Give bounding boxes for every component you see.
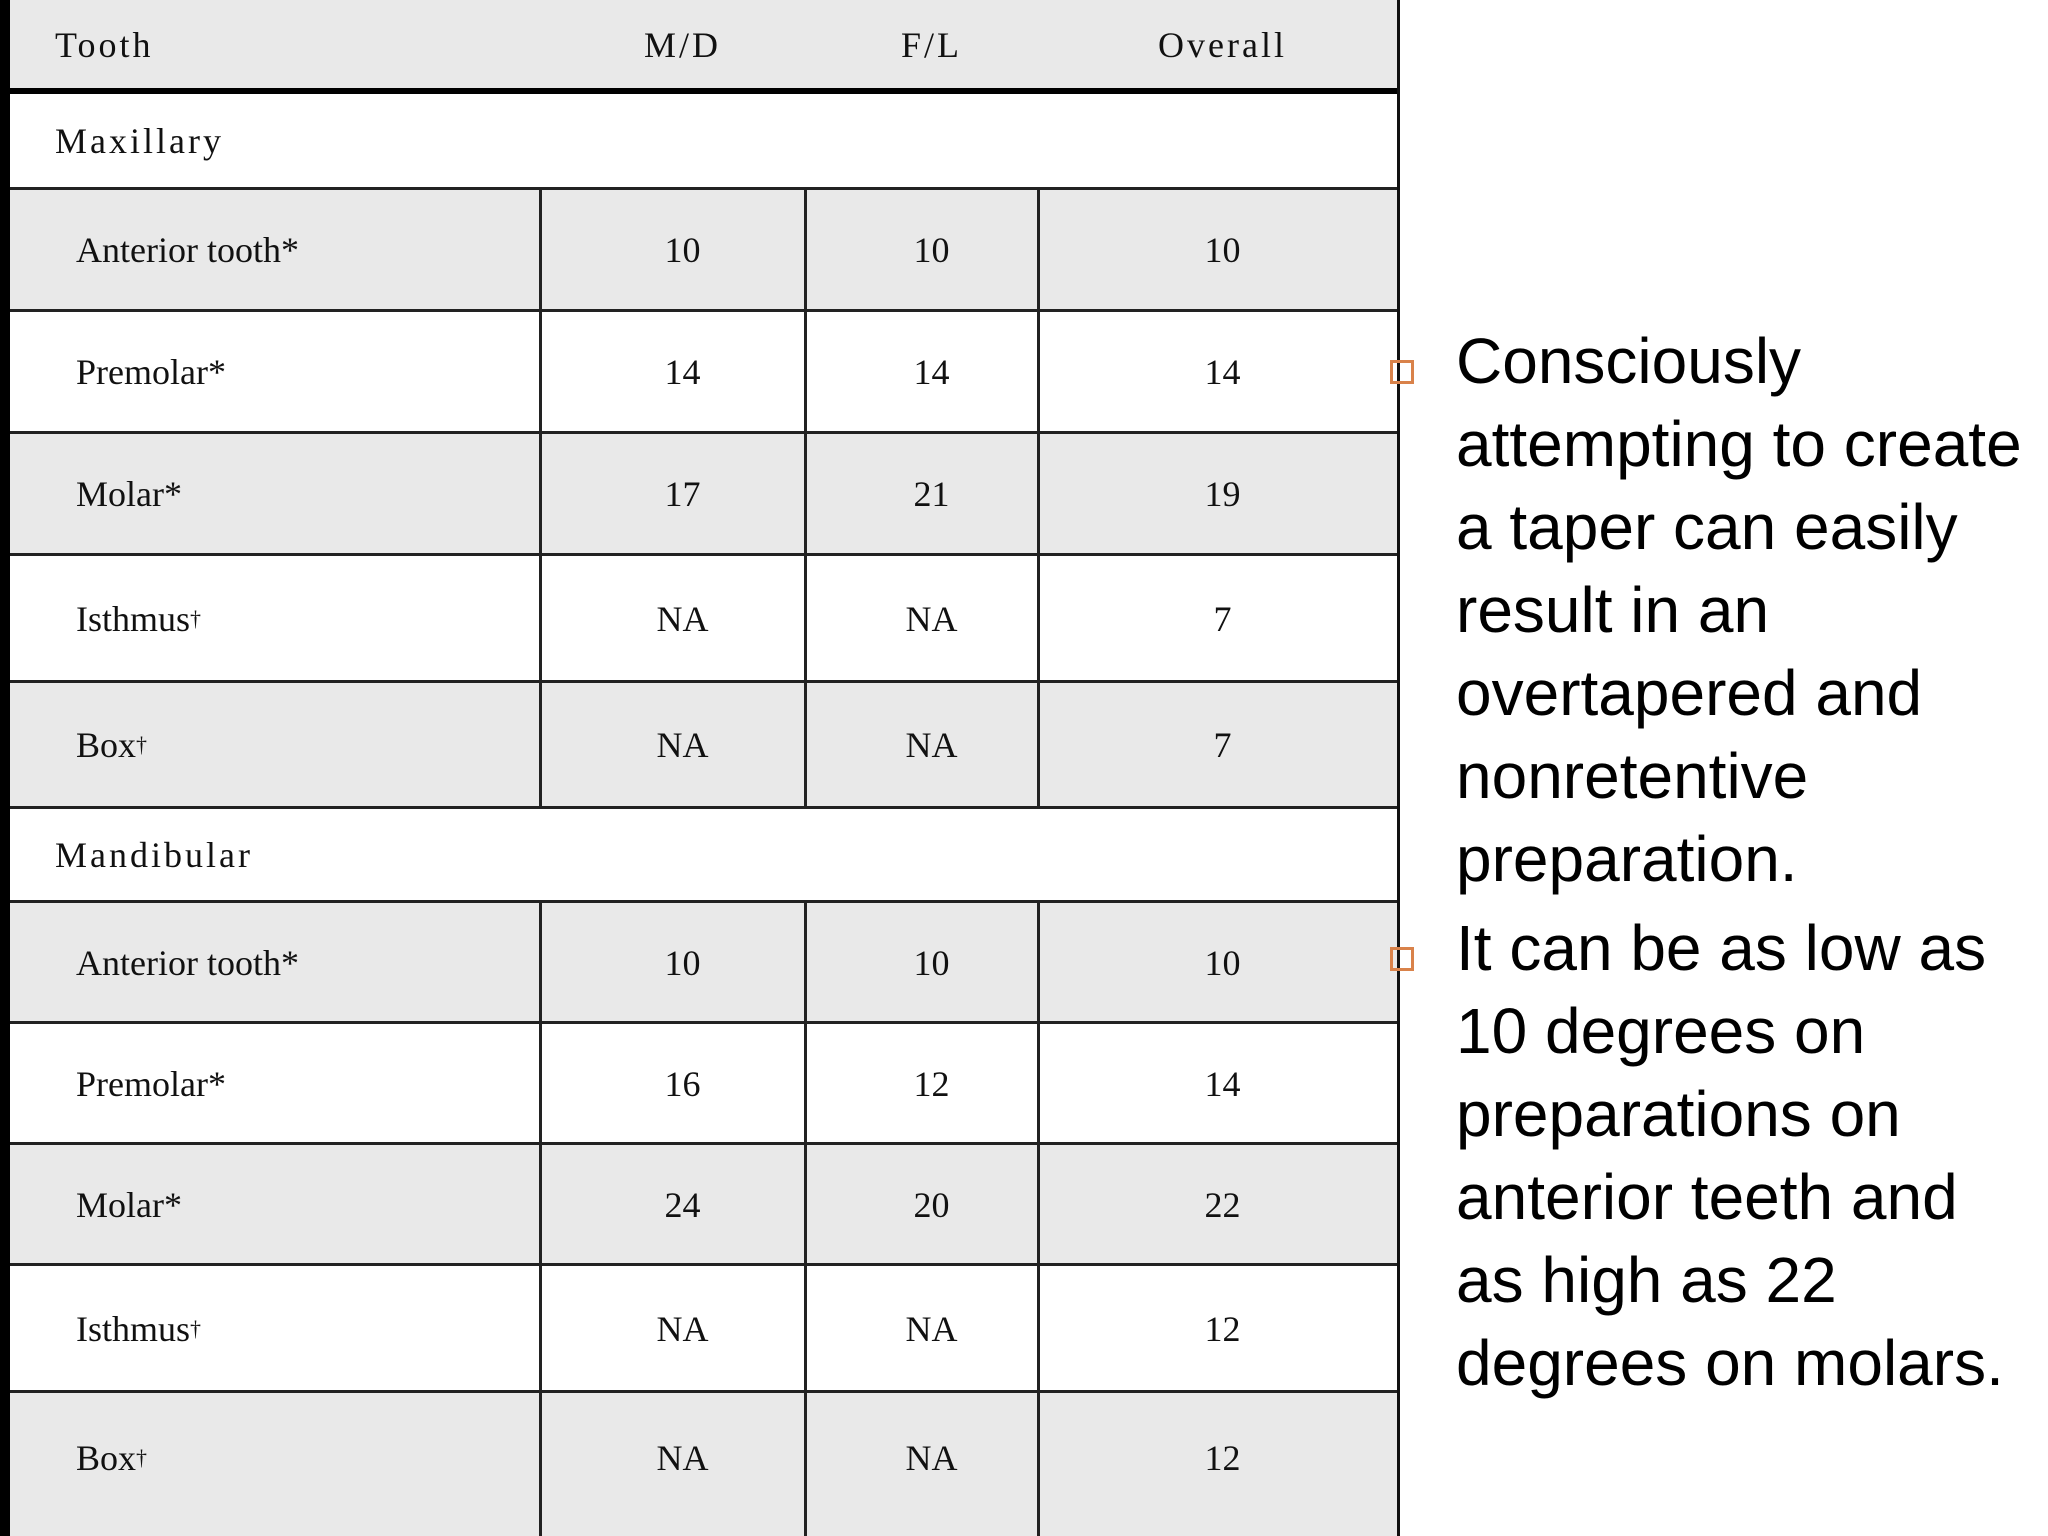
cell-md: 10 xyxy=(664,230,701,270)
cell-tooth: Molar* xyxy=(76,1184,182,1225)
column-divider xyxy=(804,190,807,808)
cell-tooth: Box † xyxy=(76,725,148,765)
column-divider xyxy=(1037,190,1040,808)
cell-overall: 14 xyxy=(1204,352,1241,392)
cell-md: NA xyxy=(656,1308,709,1349)
cell-md: 16 xyxy=(664,1063,701,1104)
cell-overall: 12 xyxy=(1204,1308,1241,1349)
cell-overall: 10 xyxy=(1204,942,1241,983)
group-label: Mandibular xyxy=(55,835,253,875)
tooth-label: Isthmus xyxy=(76,1308,191,1349)
column-divider xyxy=(804,903,807,1536)
cell-md: 17 xyxy=(664,474,701,514)
cell-fl: NA xyxy=(905,1308,958,1349)
cell-md: 10 xyxy=(664,942,701,983)
cell-fl: 14 xyxy=(913,352,950,392)
cell-md: 14 xyxy=(664,352,701,392)
header-overall: Overall xyxy=(1158,25,1287,65)
tooth-label: Isthmus xyxy=(76,598,191,639)
header-tooth: Tooth xyxy=(55,25,154,65)
bullet-item xyxy=(1390,907,2030,1405)
cell-tooth: Molar* xyxy=(76,474,182,514)
square-bullet-icon xyxy=(1390,947,1414,971)
table-header xyxy=(10,0,1397,90)
header-fl: F/L xyxy=(900,25,962,65)
cell-overall: 14 xyxy=(1204,1063,1241,1104)
cell-fl: NA xyxy=(905,598,958,639)
cell-md: NA xyxy=(656,1438,709,1478)
table-row xyxy=(10,1266,1397,1391)
cell-overall: 10 xyxy=(1204,230,1241,270)
bullet-list xyxy=(1390,320,2030,1405)
cell-overall: 22 xyxy=(1204,1184,1241,1225)
table-row xyxy=(10,190,1397,310)
cell-md: NA xyxy=(656,598,709,639)
cell-fl: 12 xyxy=(913,1063,950,1104)
table-row xyxy=(10,1024,1397,1143)
cell-fl: NA xyxy=(905,1438,958,1478)
cell-tooth: Anterior tooth* xyxy=(76,230,299,270)
column-divider xyxy=(539,903,542,1536)
cell-overall: 19 xyxy=(1204,474,1241,514)
cell-tooth: Premolar* xyxy=(76,352,226,392)
bullet-text: Consciously attempting to create a taper can easily result in an overtapered and nonretentive preparation. xyxy=(1456,325,2022,895)
table-row xyxy=(10,556,1397,681)
table-row xyxy=(10,1393,1397,1536)
cell-overall: 7 xyxy=(1213,725,1232,765)
cell-tooth: Box † xyxy=(76,1438,148,1478)
bullet-text: It can be as low as 10 degrees on preparations on anterior teeth and as high as 22 degrees on molars. xyxy=(1456,912,2004,1399)
cell-tooth: Anterior tooth* xyxy=(76,942,299,983)
tooth-label: Box xyxy=(76,725,137,765)
square-bullet-icon xyxy=(1390,360,1414,384)
cell-fl: 21 xyxy=(913,474,950,514)
table-row xyxy=(10,903,1397,1022)
cell-md: 24 xyxy=(664,1184,701,1225)
header-md: M/D xyxy=(643,25,721,65)
group-label: Maxillary xyxy=(55,121,224,161)
cell-overall: 7 xyxy=(1213,598,1232,639)
tooth-label: Box xyxy=(76,1438,137,1478)
bullet-item xyxy=(1390,320,2030,901)
table-row xyxy=(10,1145,1397,1264)
table-row xyxy=(10,683,1397,807)
cell-fl: 20 xyxy=(913,1184,950,1225)
column-divider xyxy=(1037,903,1040,1536)
cell-fl: 10 xyxy=(913,230,950,270)
table-row xyxy=(10,434,1397,554)
group-maxillary xyxy=(10,94,1397,188)
column-divider xyxy=(539,190,542,808)
cell-fl: 10 xyxy=(913,942,950,983)
cell-tooth: Premolar* xyxy=(76,1063,226,1104)
cell-overall: 12 xyxy=(1204,1438,1241,1478)
cell-md: NA xyxy=(656,725,709,765)
group-mandibular xyxy=(10,809,1397,901)
cell-tooth: Isthmus † xyxy=(76,598,202,639)
cell-fl: NA xyxy=(905,725,958,765)
table-row xyxy=(10,312,1397,432)
cell-tooth: Isthmus † xyxy=(76,1308,202,1349)
